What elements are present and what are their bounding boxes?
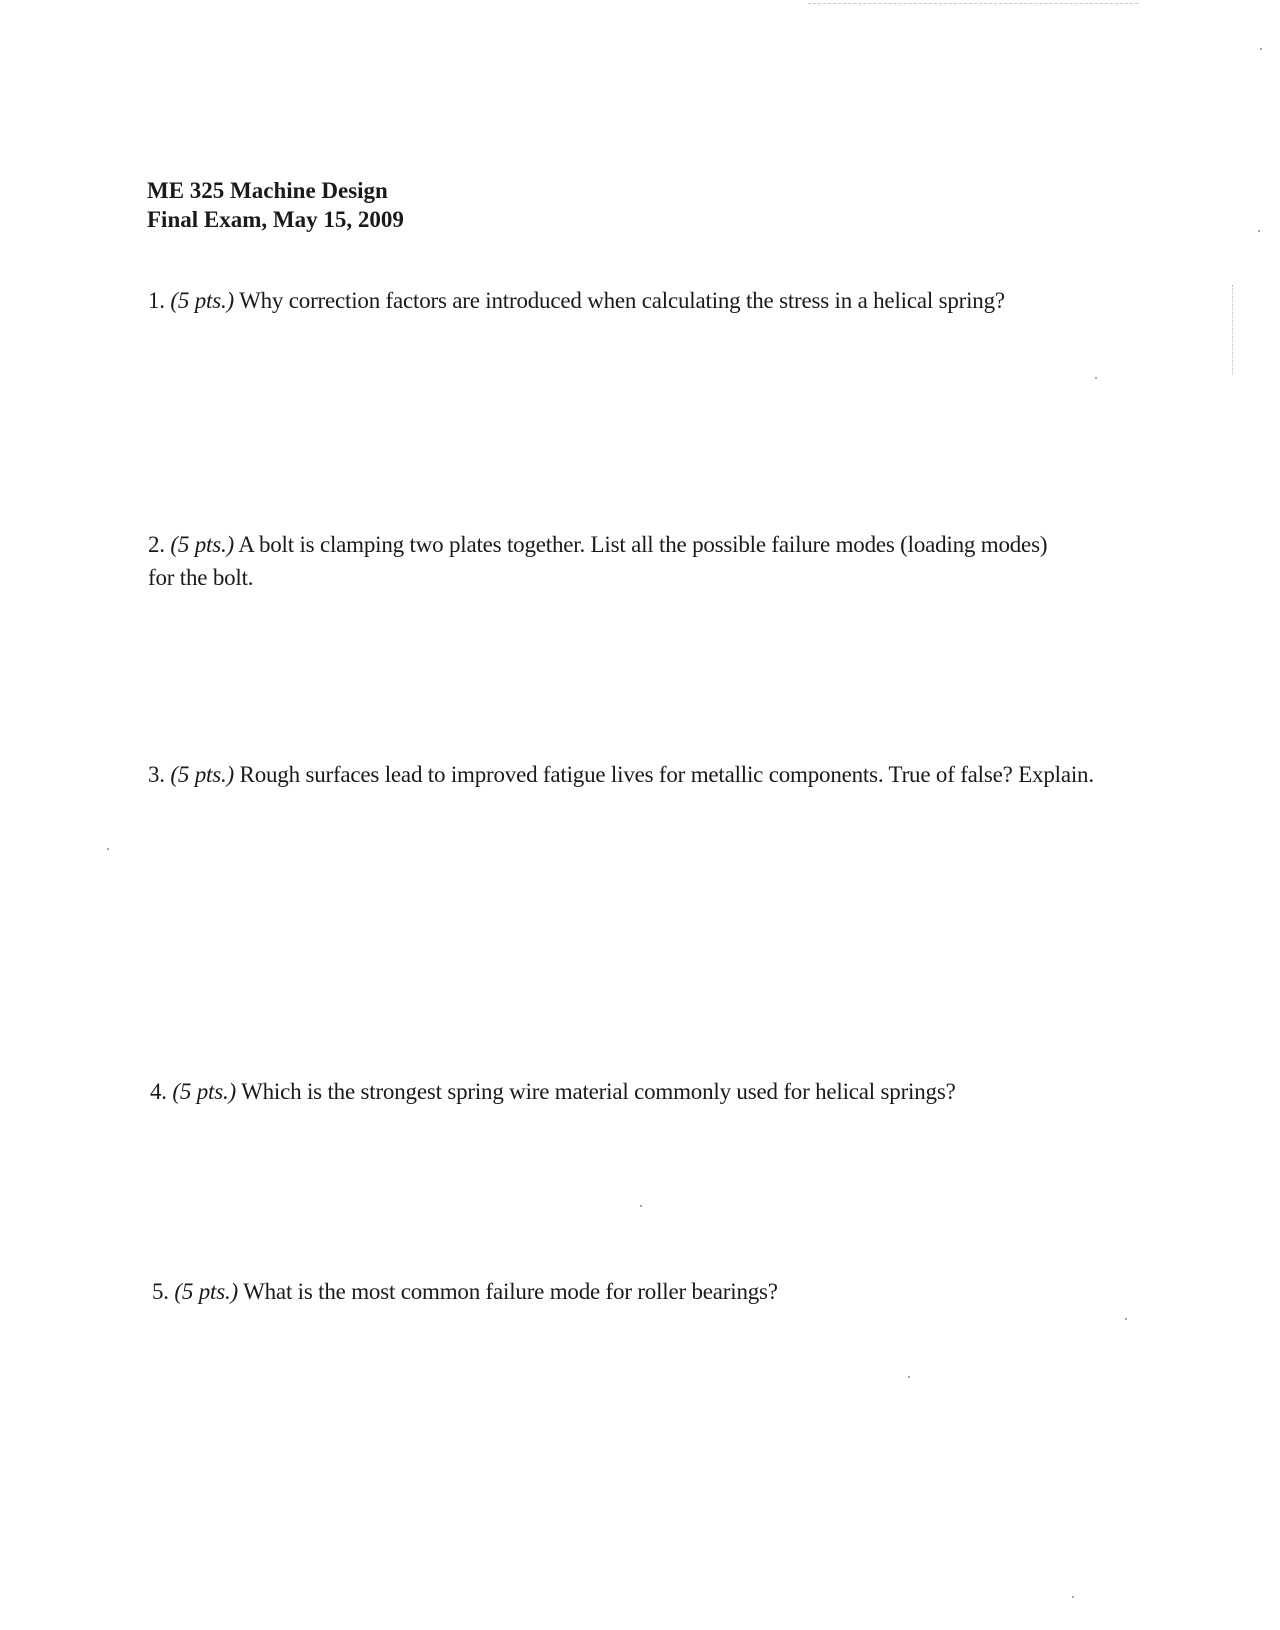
question-3 <box>148 758 1108 791</box>
question-text: Which is the strongest spring wire material commonly used for helical springs? <box>241 1079 956 1104</box>
exam-header <box>147 176 404 234</box>
question-text: What is the most common failure mode for roller bearings? <box>243 1279 778 1304</box>
scan-speck <box>908 1376 910 1378</box>
scan-speck <box>1072 1596 1074 1598</box>
question-text: Rough surfaces lead to improved fatigue lives for metallic components. True of false? Explain. <box>239 762 1094 787</box>
course-title: ME 325 Machine Design <box>147 178 388 203</box>
scan-artifact-top <box>808 3 1138 5</box>
question-number: 5. <box>152 1279 169 1304</box>
scan-speck <box>640 1205 642 1207</box>
question-number: 1. <box>148 288 165 313</box>
question-points: (5 pts.) <box>174 1279 238 1304</box>
question-text: Why correction factors are introduced when calculating the stress in a helical spring? <box>239 288 1005 313</box>
scan-speck <box>1258 230 1260 232</box>
question-points: (5 pts.) <box>170 288 234 313</box>
scan-artifact-right-margin <box>1232 285 1234 375</box>
question-number: 2. <box>148 532 165 557</box>
scan-speck <box>1095 377 1097 379</box>
scan-speck <box>1125 1318 1127 1320</box>
question-points: (5 pts.) <box>172 1079 236 1104</box>
question-1 <box>148 284 1128 317</box>
question-points: (5 pts.) <box>170 532 234 557</box>
question-5 <box>152 1275 1132 1308</box>
question-2 <box>148 528 1078 594</box>
exam-title: Final Exam, May 15, 2009 <box>147 207 404 232</box>
scan-speck <box>1260 48 1262 50</box>
scan-speck <box>107 848 109 850</box>
question-number: 4. <box>150 1079 167 1104</box>
question-points: (5 pts.) <box>170 762 234 787</box>
question-number: 3. <box>148 762 165 787</box>
question-text: A bolt is clamping two plates together. List all the possible failure modes (loading modes) for the bolt. <box>148 532 1048 590</box>
question-4 <box>150 1075 1130 1108</box>
